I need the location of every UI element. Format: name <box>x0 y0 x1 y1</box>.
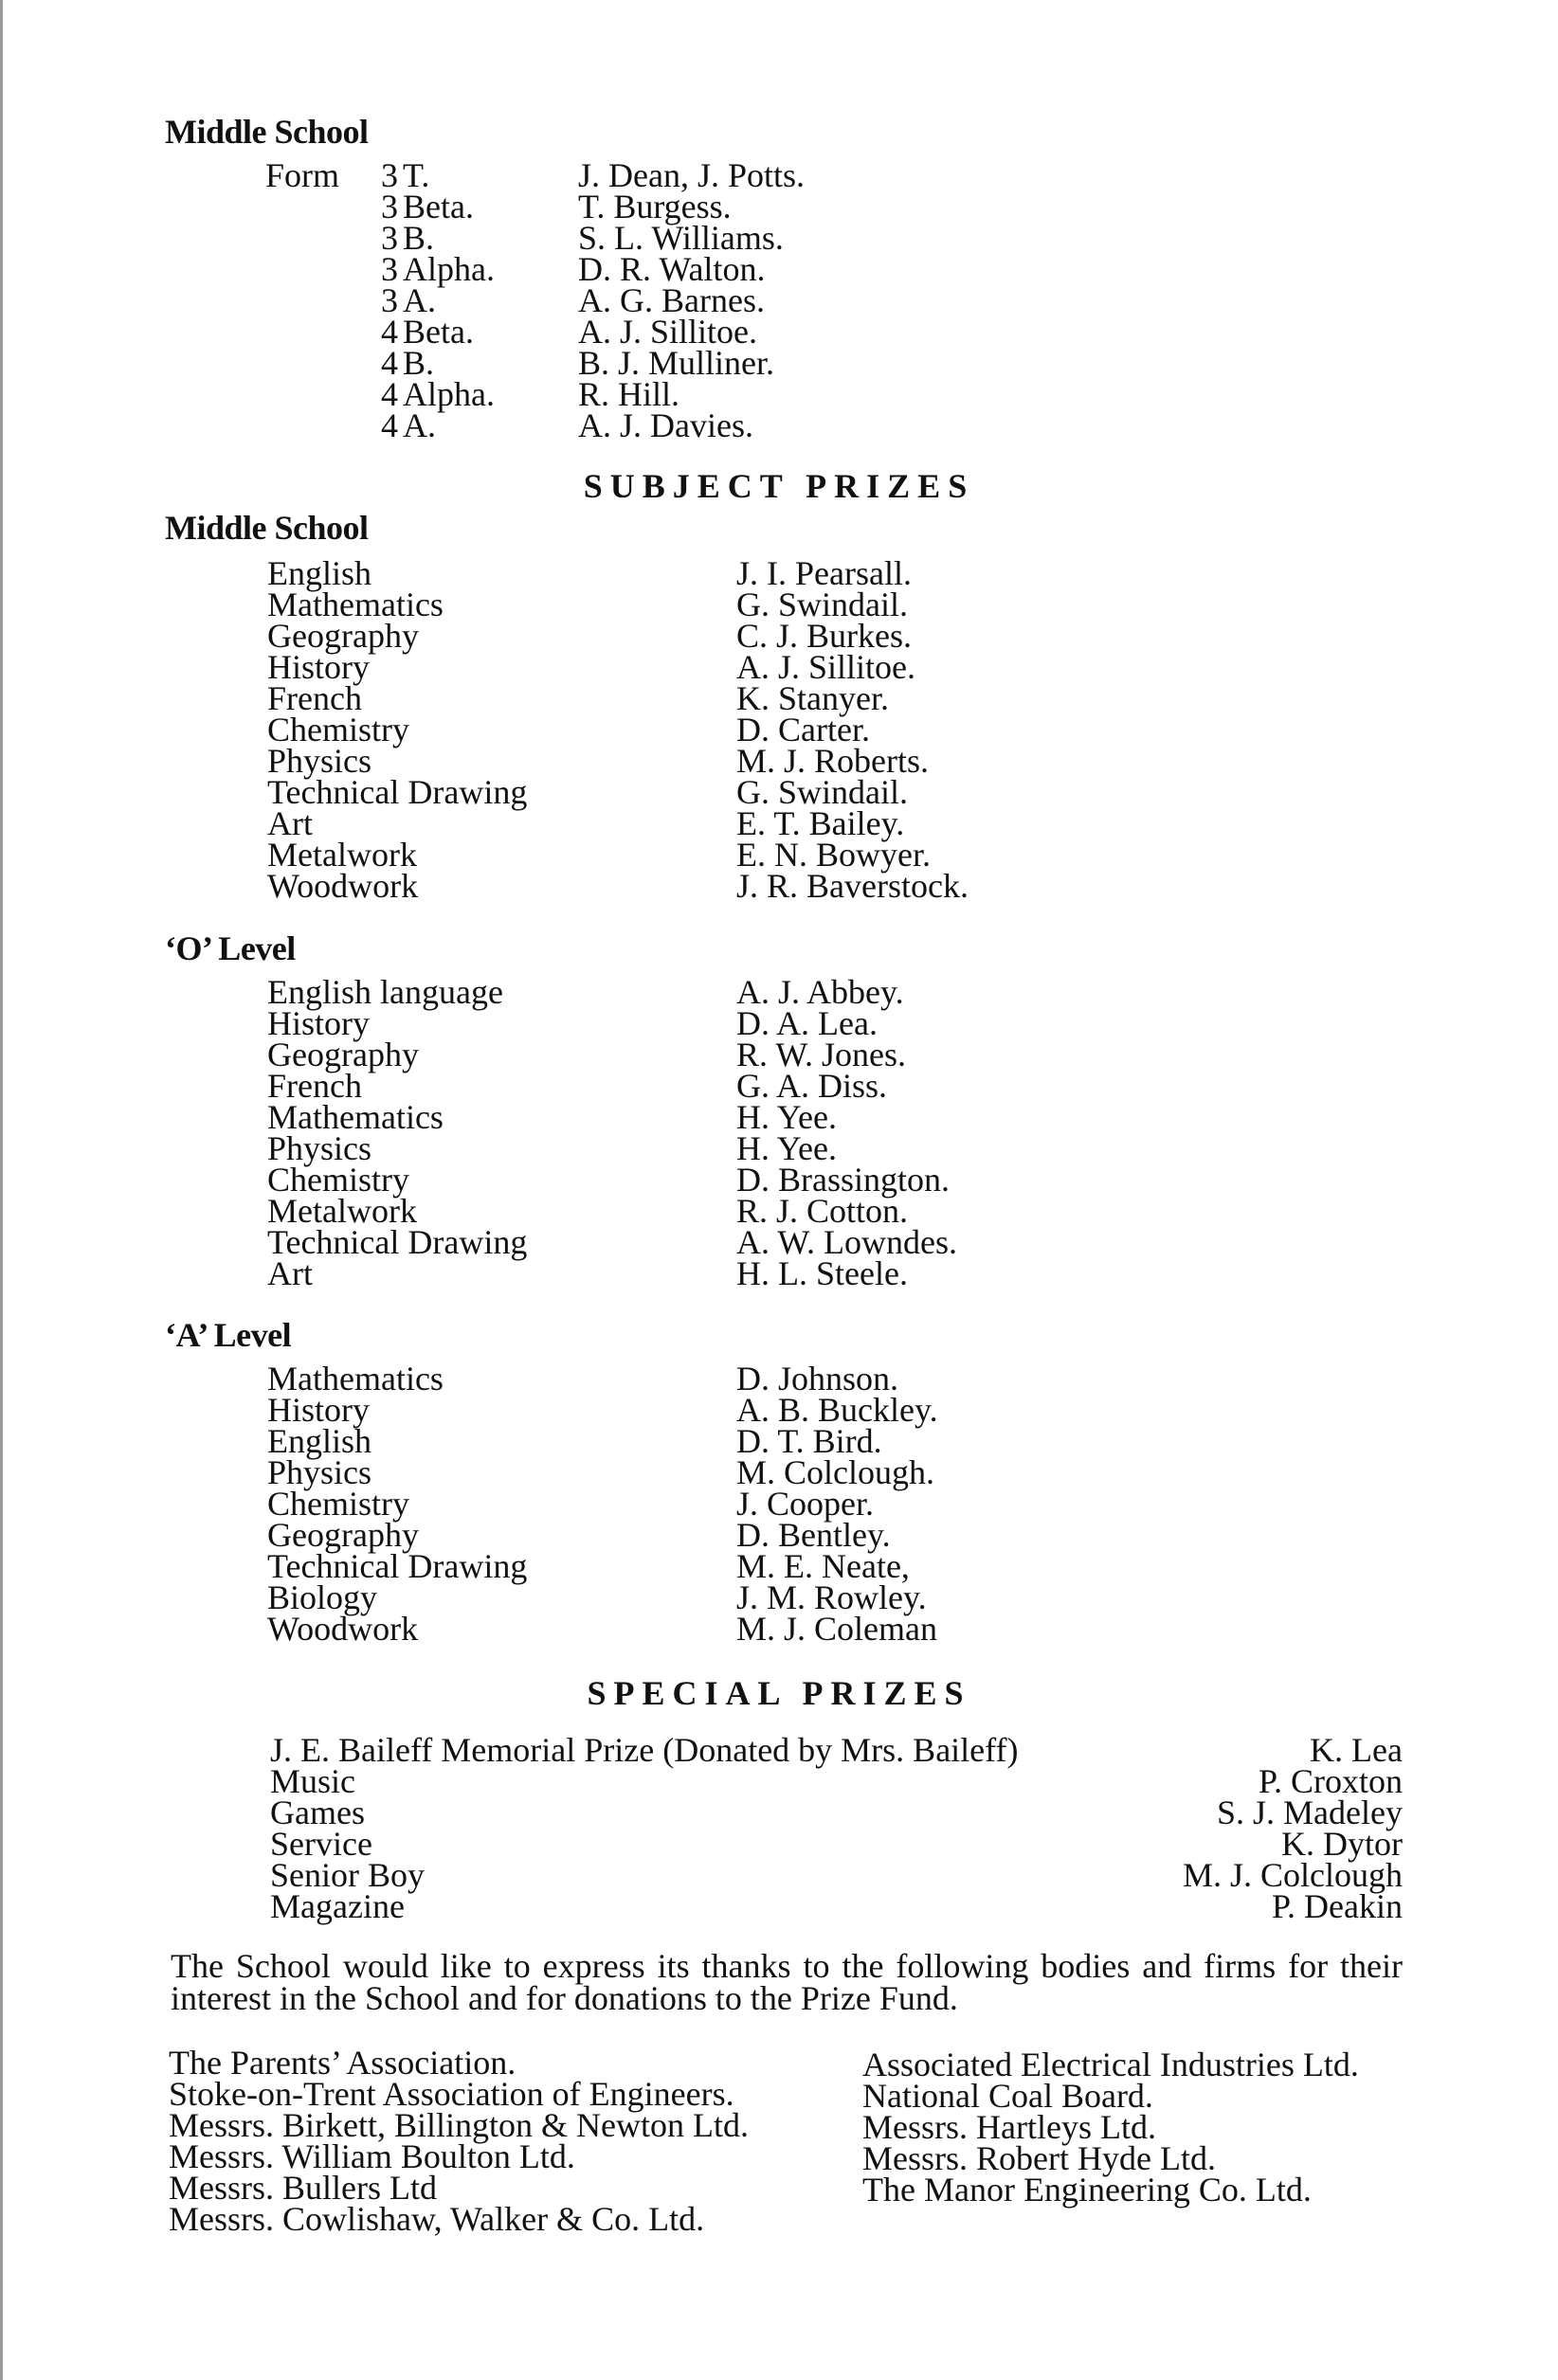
subject-name: Art <box>267 1254 313 1292</box>
form-name: B. <box>403 344 435 382</box>
special-prize-name: Service <box>270 1825 372 1863</box>
subject-winner: J. I. Pearsall. <box>736 554 912 592</box>
subject-winner: E. N. Bowyer. <box>736 836 931 874</box>
donor-item: The Manor Engineering Co. Ltd. <box>862 2171 1312 2209</box>
subject-winner: H. L. Steele. <box>736 1254 908 1292</box>
special-prize-winner: S. J. Madeley <box>1217 1794 1403 1831</box>
subject-name: Geography <box>267 1516 419 1554</box>
form-winner: B. J. Mulliner. <box>578 344 775 382</box>
subject-winner: A. W. Lowndes. <box>736 1223 957 1261</box>
subject-winner: M. Colclough. <box>736 1453 935 1491</box>
donor-item: The Parents’ Association. <box>169 2044 516 2082</box>
subject-name: Art <box>267 804 313 842</box>
subject-name: Woodwork <box>267 867 419 905</box>
subject-name: English <box>267 1422 372 1460</box>
form-prizes-list <box>265 155 929 449</box>
subject-middle-school-heading: Middle School <box>165 509 369 547</box>
form-number: 4 <box>381 344 398 382</box>
subject-name: Chemistry <box>267 1161 409 1199</box>
subject-winner: K. Stanyer. <box>736 679 889 717</box>
form-name: T. <box>403 156 430 194</box>
donor-item: Associated Electrical Industries Ltd. <box>862 2046 1359 2083</box>
subject-winner: D. Carter. <box>736 711 870 748</box>
subject-name: English <box>267 554 372 592</box>
form-label: Form <box>265 156 340 194</box>
form-winner: T. Burgess. <box>578 188 732 225</box>
subject-winner: C. J. Burkes. <box>736 617 913 655</box>
subject-name: Technical Drawing <box>267 773 528 811</box>
form-winner: R. Hill. <box>578 375 680 413</box>
o-level-heading: ‘O’ Level <box>165 929 296 967</box>
subject-name: French <box>267 1067 362 1105</box>
o-level-subject-list <box>267 972 1120 1294</box>
subject-winner: A. J. Sillitoe. <box>736 648 916 686</box>
form-name: A. <box>403 281 436 319</box>
page-edge <box>0 0 3 2380</box>
subject-name: French <box>267 679 362 717</box>
form-name: B. <box>403 219 435 257</box>
subject-winner: G. Swindail. <box>736 586 909 623</box>
form-number: 3 <box>381 188 398 225</box>
subject-winner: D. T. Bird. <box>736 1422 882 1460</box>
special-prizes-list <box>270 1730 1403 1929</box>
subject-winner: D. A. Lea. <box>736 1004 878 1042</box>
subject-winner: M. J. Roberts. <box>736 742 930 780</box>
donor-item: Messrs. Birkett, Billington & Newton Ltd. <box>169 2106 749 2144</box>
special-prize-winner: K. Dytor <box>1281 1825 1403 1863</box>
subject-winner: G. A. Diss. <box>736 1067 888 1105</box>
subject-name: Geography <box>267 1036 419 1073</box>
form-winner: A. G. Barnes. <box>578 281 765 319</box>
form-name: A. <box>403 406 436 444</box>
thanks-paragraph: The School would like to express its thanks to the following bodies and firms for their interest in the School and for donations to the Prize Fund. <box>171 1947 1403 2017</box>
form-number: 3 <box>381 219 398 257</box>
subject-winner: D. Bentley. <box>736 1516 891 1554</box>
subject-name: Technical Drawing <box>267 1547 528 1585</box>
special-prize-name: J. E. Baileff Memorial Prize (Donated by Mrs. Baileff) <box>270 1731 1019 1769</box>
donor-item: Messrs. Bullers Ltd <box>169 2169 437 2207</box>
subject-prizes-heading: SUBJECT PRIZES <box>583 467 975 505</box>
subject-winner: R. J. Cotton. <box>736 1192 909 1230</box>
donor-item: Messrs. William Boulton Ltd. <box>169 2137 575 2175</box>
subject-name: English language <box>267 973 503 1011</box>
subject-winner: M. J. Coleman <box>736 1610 937 1648</box>
subject-name: Technical Drawing <box>267 1223 528 1261</box>
form-winner: A. J. Davies. <box>578 406 753 444</box>
special-prize-winner: K. Lea <box>1310 1731 1403 1769</box>
special-prizes-heading: SPECIAL PRIZES <box>587 1674 971 1712</box>
subject-name: Geography <box>267 617 419 655</box>
donor-item: Stoke-on-Trent Association of Engineers. <box>169 2075 734 2113</box>
subject-winner: J. M. Rowley. <box>736 1578 927 1616</box>
subject-name: Metalwork <box>267 1192 417 1230</box>
subject-winner: R. W. Jones. <box>736 1036 907 1073</box>
subject-name: History <box>267 648 370 686</box>
subject-winner: G. Swindail. <box>736 773 909 811</box>
donors-right-list <box>862 2045 1431 2215</box>
subject-winner: J. Cooper. <box>736 1485 875 1523</box>
a-level-subject-list <box>267 1359 1120 1652</box>
special-prize-name: Games <box>270 1794 365 1831</box>
subject-winner: D. Johnson. <box>736 1360 899 1397</box>
subject-winner: A. B. Buckley. <box>736 1391 938 1429</box>
middle-school-forms-heading: Middle School <box>165 113 369 151</box>
donor-item: Messrs. Cowlishaw, Walker & Co. Ltd. <box>169 2200 705 2238</box>
subject-name: History <box>267 1004 370 1042</box>
form-winner: J. Dean, J. Potts. <box>578 156 806 194</box>
subject-winner: A. J. Abbey. <box>736 973 904 1011</box>
subject-name: Woodwork <box>267 1610 419 1648</box>
subject-winner: E. T. Bailey. <box>736 804 905 842</box>
special-prize-name: Senior Boy <box>270 1856 426 1894</box>
donor-item: Messrs. Hartleys Ltd. <box>862 2108 1156 2146</box>
subject-name: Mathematics <box>267 1098 444 1136</box>
subject-name: Physics <box>267 1129 372 1167</box>
special-prize-winner: P. Deakin <box>1272 1887 1403 1925</box>
form-number: 3 <box>381 250 398 288</box>
form-winner: S. L. Williams. <box>578 219 784 257</box>
subject-name: Physics <box>267 1453 372 1491</box>
form-number: 3 <box>381 156 398 194</box>
form-winner: A. J. Sillitoe. <box>578 313 758 351</box>
subject-winner: M. E. Neate, <box>736 1547 910 1585</box>
special-prize-winner: M. J. Colclough <box>1182 1856 1403 1894</box>
form-winner: D. R. Walton. <box>578 250 766 288</box>
form-name: Alpha. <box>403 375 495 413</box>
middle-school-subject-list <box>267 553 1120 904</box>
subject-winner: H. Yee. <box>736 1129 838 1167</box>
form-number: 4 <box>381 313 398 351</box>
donors-left-list <box>169 2043 832 2242</box>
form-name: Beta. <box>403 313 474 351</box>
special-prize-name: Music <box>270 1762 355 1800</box>
special-prize-winner: P. Croxton <box>1258 1762 1403 1800</box>
subject-name: Metalwork <box>267 836 417 874</box>
subject-name: Chemistry <box>267 1485 409 1523</box>
subject-winner: H. Yee. <box>736 1098 838 1136</box>
subject-name: Mathematics <box>267 1360 444 1397</box>
form-number: 4 <box>381 375 398 413</box>
subject-name: Mathematics <box>267 586 444 623</box>
a-level-heading: ‘A’ Level <box>165 1316 292 1354</box>
subject-winner: D. Brassington. <box>736 1161 950 1199</box>
form-number: 3 <box>381 281 398 319</box>
subject-name: Chemistry <box>267 711 409 748</box>
special-prize-name: Magazine <box>270 1887 405 1925</box>
form-number: 4 <box>381 406 398 444</box>
form-name: Alpha. <box>403 250 495 288</box>
donor-item: Messrs. Robert Hyde Ltd. <box>862 2139 1216 2177</box>
subject-name: History <box>267 1391 370 1429</box>
form-name: Beta. <box>403 188 474 225</box>
subject-name: Physics <box>267 742 372 780</box>
subject-winner: J. R. Baverstock. <box>736 867 969 905</box>
subject-name: Biology <box>267 1578 378 1616</box>
donor-item: National Coal Board. <box>862 2077 1153 2115</box>
